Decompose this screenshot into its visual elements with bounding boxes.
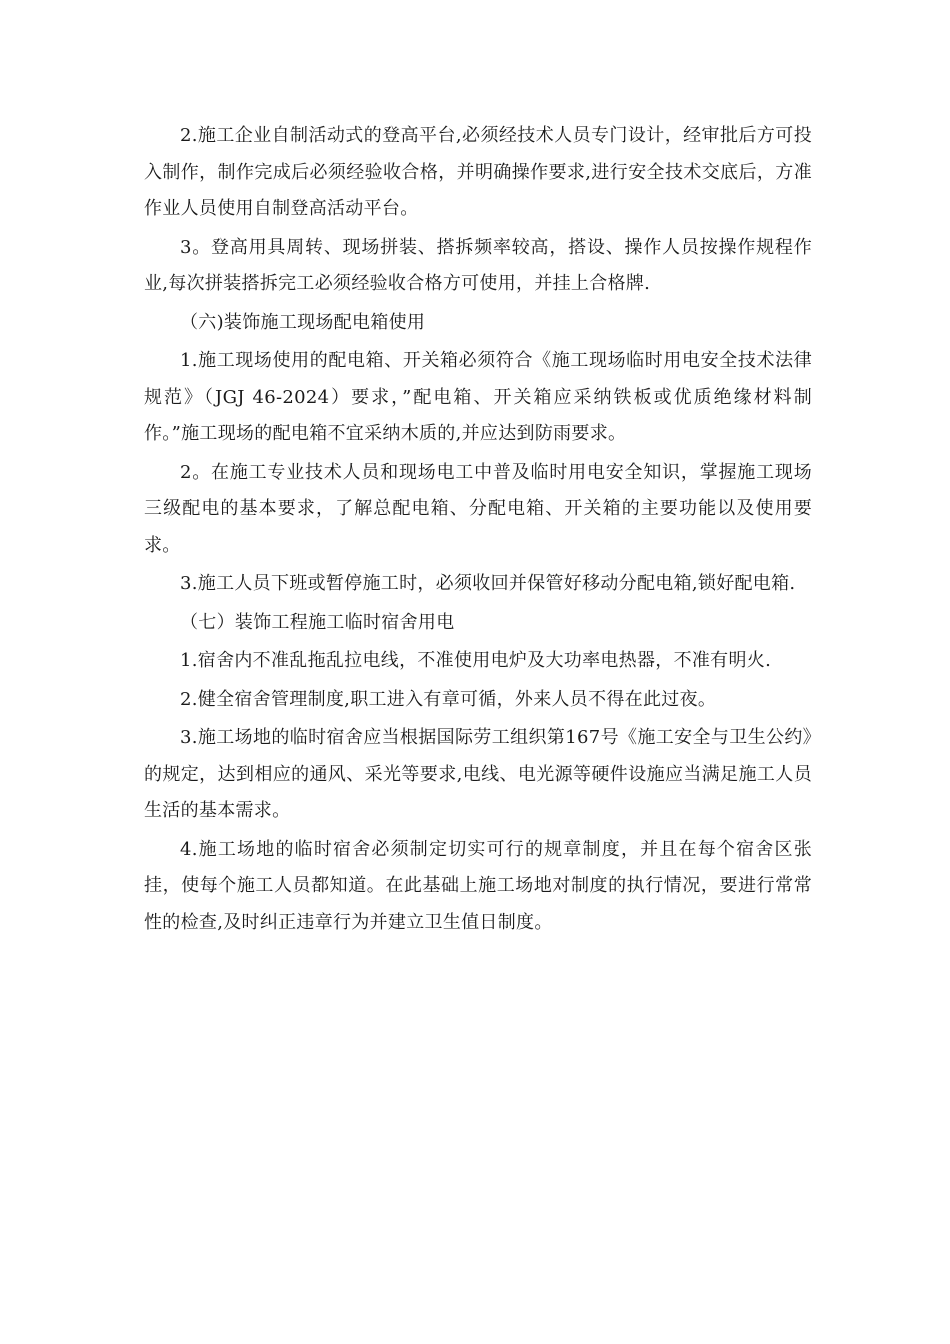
paragraph-dormitory-regulations: 4.施工场地的临时宿舍必须制定切实可行的规章制度，并且在每个宿舍区张挂，使每个施工人员都知道。在此基础上施工场地对制度的执行情况，要进行常常性的检查,及时纠正违章行为并建立卫生值日制度。 (144, 838, 812, 933)
paragraph-safety-knowledge: 2。在施工专业技术人员和现场电工中普及临时用电安全知识，掌握施工现场三级配电的基本要求，了解总配电箱、分配电箱、开关箱的主要功能以及使用要求。 (144, 461, 812, 556)
paragraph-box-standards: 1.施工现场使用的配电箱、开关箱必须符合《施工现场临时用电安全技术法律规范》（JGJ 46-2024）要求，”配电箱、开关箱应采纳铁板或优质绝缘材料制作。”施工现场的配电箱不宜采纳木质的,并应达到防雨要求。 (144, 350, 812, 444)
section-heading-dormitory-power: （七）装饰工程施工临时宿舍用电 (180, 611, 455, 633)
paragraph-ilo-convention: 3.施工场地的临时宿舍应当根据国际劳工组织第167号《施工安全与卫生公约》的规定，达到相应的通风、采光等要求,电线、电光源等硬件设施应当满足施工人员生活的基本需求。 (144, 727, 812, 821)
paragraph-platform-design: 2.施工企业自制活动式的登高平台,必须经技术人员专门设计，经审批后方可投入制作，制作完成后必须经验收合格，并明确操作要求,进行安全技术交底后，方准作业人员使用自制登高活动平台。 (144, 125, 812, 219)
paragraph-after-work: 3.施工人员下班或暂停施工时，必须收回并保管好移动分配电箱,锁好配电箱. (180, 573, 796, 594)
paragraph-dormitory-wiring: 1.宿舍内不准乱拖乱拉电线，不准使用电炉及大功率电热器，不准有明火. (180, 650, 772, 671)
paragraph-dormitory-rules: 2.健全宿舍管理制度,职工进入有章可循，外来人员不得在此过夜。 (180, 688, 717, 710)
paragraph-climbing-tools: 3。登高用具周转、现场拼装、搭拆频率较高，搭设、操作人员按操作规程作业,每次拼装搭拆完工必须经验收合格方可使用，并挂上合格牌. (144, 236, 812, 294)
document-body (144, 118, 812, 943)
section-heading-distribution-box: （六)装饰施工现场配电箱使用 (180, 311, 426, 333)
